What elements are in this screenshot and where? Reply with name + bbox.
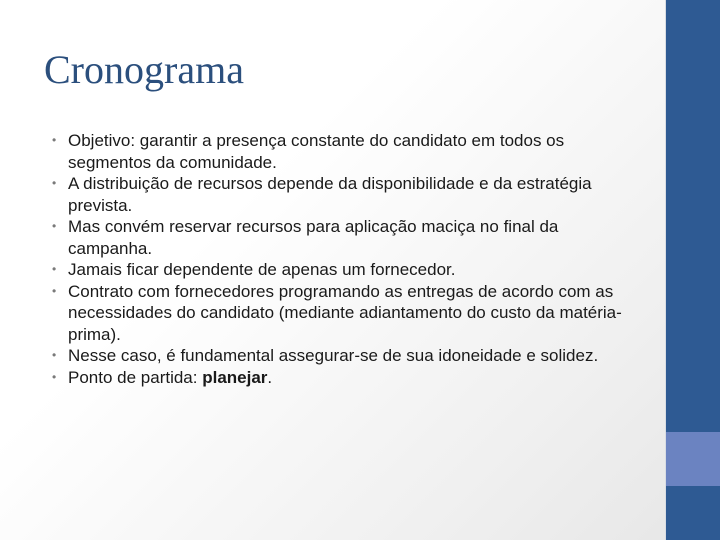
- bullet-icon: •: [52, 262, 57, 276]
- bullet-icon: •: [52, 219, 57, 233]
- bullet-item: [52, 259, 626, 281]
- bullet-item: [52, 216, 626, 259]
- bullet-text-emphasis: planejar: [202, 367, 268, 387]
- bullet-icon: •: [52, 133, 57, 147]
- bullet-item: [52, 173, 626, 216]
- bullet-icon: •: [52, 369, 57, 384]
- bullet-text: Contrato com fornecedores programando as entregas de acordo com as necessidades do candidato (mediante adiantamento do custo da matéria-prima).: [68, 281, 622, 344]
- bullet-text-prefix: Ponto de partida:: [68, 367, 203, 387]
- bullet-icon: •: [52, 283, 57, 298]
- bullet-text: Nesse caso, é fundamental assegurar-se de sua idoneidade e solidez.: [68, 346, 599, 365]
- bullet-icon: •: [52, 176, 57, 190]
- bullet-list: [52, 130, 626, 388]
- sidebar-accent-block: [666, 432, 720, 486]
- bullet-item: [52, 130, 626, 173]
- bullet-item: [52, 367, 626, 389]
- bullet-text: Mas convém reservar recursos para aplicação maciça no final da campanha.: [68, 217, 559, 258]
- bullet-text: Jamais ficar dependente de apenas um fornecedor.: [68, 260, 456, 279]
- bullet-item: [52, 345, 626, 367]
- slide-title: Cronograma: [44, 47, 244, 92]
- bullet-text: A distribuição de recursos depende da disponibilidade e da estratégia prevista.: [68, 174, 592, 215]
- bullet-text-suffix: .: [267, 367, 273, 387]
- bullet-text: Objetivo: garantir a presença constante do candidato em todos os segmentos da comunidade.: [68, 131, 565, 172]
- bullet-item: [52, 281, 626, 346]
- bullet-icon: •: [52, 348, 57, 362]
